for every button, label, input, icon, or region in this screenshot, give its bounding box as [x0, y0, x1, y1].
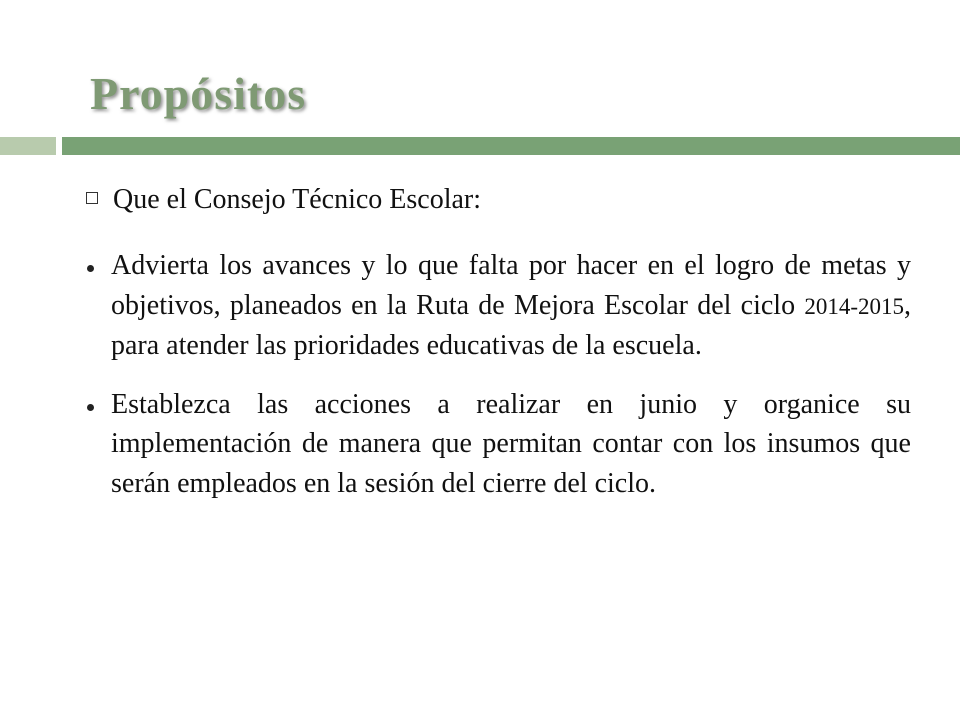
- round-bullet-icon: [87, 404, 94, 411]
- cycle-years: 2014-2015: [804, 293, 904, 319]
- purpose-text-start: Advierta los avances y lo que falta por hacer en el logro de metas y objetivos, planeados en la Ruta de Mejora Escolar del ciclo: [111, 250, 911, 321]
- title-rule-accent: [0, 137, 56, 155]
- purpose-list: [75, 246, 911, 522]
- purpose-text: Establezca las acciones a realizar en junio y organice su implementación de manera que permitan contar con los insumos que serán empleados en la sesión del cierre del ciclo.: [111, 388, 911, 499]
- purpose-item: [75, 246, 911, 366]
- intro-text: Que el Consejo Técnico Escolar:: [113, 184, 482, 215]
- title-rule: [62, 137, 960, 155]
- intro-line: [86, 180, 481, 220]
- purpose-text-end: , para atender las prioridades educativas de la escuela.: [111, 289, 911, 361]
- slide-title: Propósitos: [90, 68, 307, 119]
- round-bullet-icon: [87, 265, 94, 272]
- purpose-item: [75, 385, 911, 504]
- square-bullet-icon: [86, 192, 98, 204]
